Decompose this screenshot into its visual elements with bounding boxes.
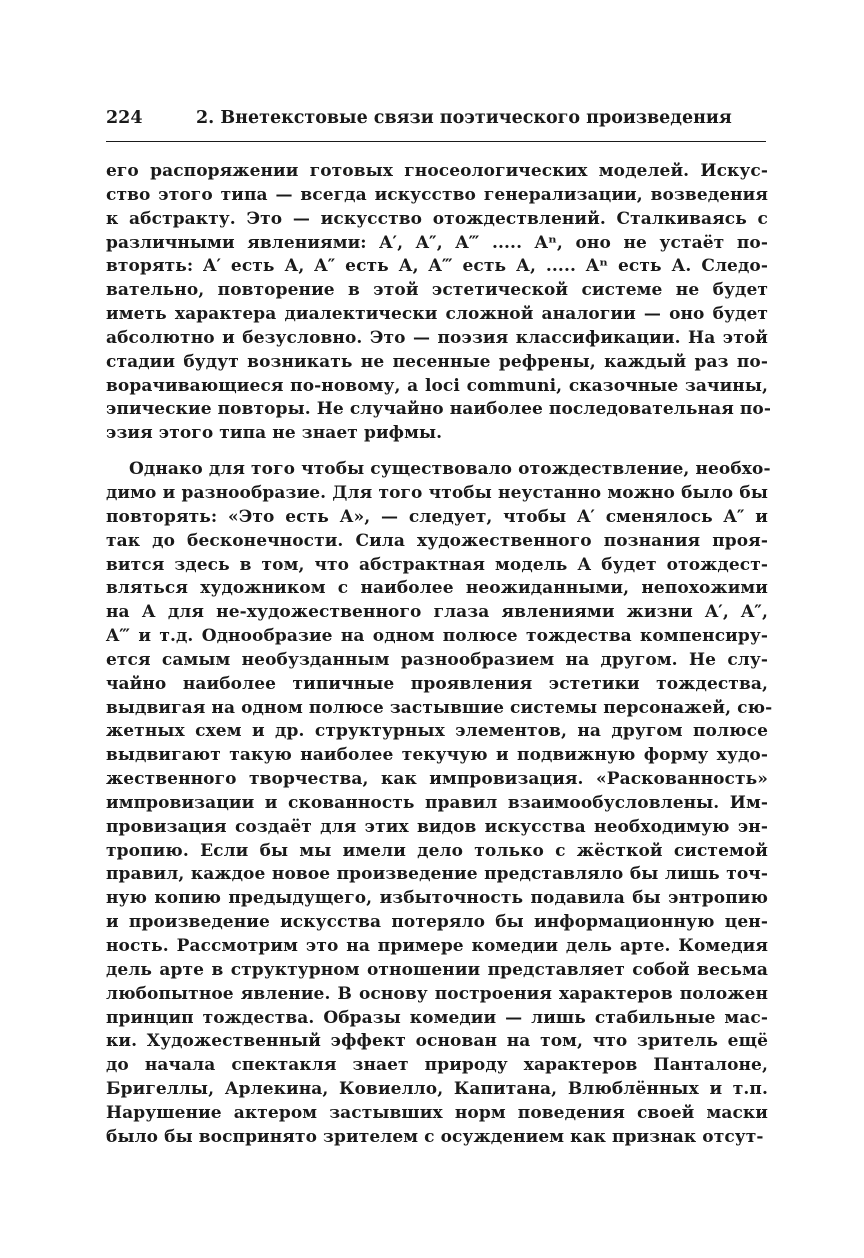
text-line: ворачивающиеся по-новому, а loci communi, сказочные зачины, xyxy=(106,375,768,396)
text-line: ность. Рассмотрим это на примере комедии дель арте. Комедия xyxy=(106,936,768,956)
text-line: стадии будут возникать не песенные рефрены, каждый раз по- xyxy=(106,351,768,372)
text-line: на А для не-художественного глаза явлениями жизни A′, A″, xyxy=(106,602,768,623)
text-line: вательно, повторение в этой эстетической системе не будет xyxy=(106,280,768,301)
text-line: импровизации и скованность правил взаимообусловлены. Им- xyxy=(106,792,768,813)
text-line: и произведение искусства потеряло бы информационную цен- xyxy=(106,912,768,933)
text-line: иметь характера диалектически сложной аналогии — оно будет xyxy=(106,304,768,325)
text-line: его распоряжении готовых гносеологических моделей. Искус- xyxy=(106,161,768,181)
text-line: ную копию предыдущего, избыточность подавила бы энтропию xyxy=(106,888,768,909)
text-line: ство этого типа — всегда искусство генерализации, возведения xyxy=(106,184,768,205)
paragraphs xyxy=(106,160,773,1150)
text-line: жетных схем и др. структурных элементов, на другом полюсе xyxy=(106,721,768,742)
paragraph xyxy=(106,458,773,1149)
text-line: любопытное явление. В основу построения характеров положен xyxy=(106,983,768,1004)
section-title: 2. Внетекстовые связи поэтического произведения xyxy=(196,108,732,128)
text-line: абсолютно и безусловно. Это — поэзия классификации. На этой xyxy=(106,327,768,348)
text-line: Бригеллы, Арлекина, Ковиелло, Капитана, Влюблённых и т.п. xyxy=(106,1079,768,1100)
text-line: до начала спектакля знает природу характеров Панталоне, xyxy=(106,1055,768,1076)
text-line: эпические повторы. Не случайно наиболее последовательная по- xyxy=(106,399,772,420)
running-head xyxy=(106,108,766,136)
text-line: жественного творчества, как импровизация. «Раскованность» xyxy=(106,769,768,790)
text-line: провизация создаёт для этих видов искусства необходимую эн- xyxy=(106,816,768,837)
paragraph-gap xyxy=(106,446,768,458)
text-line: различными явлениями: A′, A″, A‴ ..... Aⁿ, оно не устаёт по- xyxy=(106,232,768,253)
text-line: вторять: A′ есть А, A″ есть А, A‴ есть А, ..... Aⁿ есть А. Следо- xyxy=(106,256,768,277)
text-line: Нарушение актером застывших норм поведения своей маски xyxy=(106,1102,768,1123)
text-line: было бы воспринято зрителем с осуждением как признак отсут- xyxy=(106,1126,764,1147)
text-line: димо и разнообразие. Для того чтобы неустанно можно было бы xyxy=(106,482,768,503)
text-line: Однако для того чтобы существовало отождествление, необхо- xyxy=(129,459,771,480)
text-line: повторять: «Это есть А», — следует, чтобы A′ сменялось A″ и xyxy=(106,506,768,527)
text-line: A‴ и т.д. Однообразие на одном полюсе тождества компенсиру- xyxy=(106,626,768,647)
text-line: правил, каждое новое произведение представляло бы лишь точ- xyxy=(106,864,768,885)
text-line: ется самым необузданным разнообразием на другом. Не слу- xyxy=(106,649,768,670)
text-line: дель арте в структурном отношении представляет собой весьма xyxy=(106,959,768,980)
text-line: выдвигают такую наиболее текучую и подвижную форму худо- xyxy=(106,745,768,766)
text-line: чайно наиболее типичные проявления эстетики тождества, xyxy=(106,673,768,694)
header-rule xyxy=(106,141,766,142)
text-line: выдвигая на одном полюсе застывшие системы персонажей, сю- xyxy=(106,697,773,718)
text-line: принцип тождества. Образы комедии — лишь стабильные мас- xyxy=(106,1007,768,1028)
body-text xyxy=(106,160,773,1150)
paragraph xyxy=(106,160,772,446)
text-line: тропию. Если бы мы имели дело только с жёсткой системой xyxy=(106,840,768,861)
text-line: эзия этого типа не знает рифмы. xyxy=(106,423,443,444)
text-line: к абстракту. Это — искусство отождествлений. Сталкиваясь с xyxy=(106,208,768,229)
text-line: вится здесь в том, что абстрактная модель А будет отождест- xyxy=(106,554,768,575)
text-line: ки. Художественный эффект основан на том, что зритель ещё xyxy=(106,1031,768,1052)
page-number: 224 xyxy=(106,108,143,128)
text-line: так до бесконечности. Сила художественного познания проя- xyxy=(106,530,768,551)
text-line: вляться художником с наиболее неожиданными, непохожими xyxy=(106,578,768,599)
